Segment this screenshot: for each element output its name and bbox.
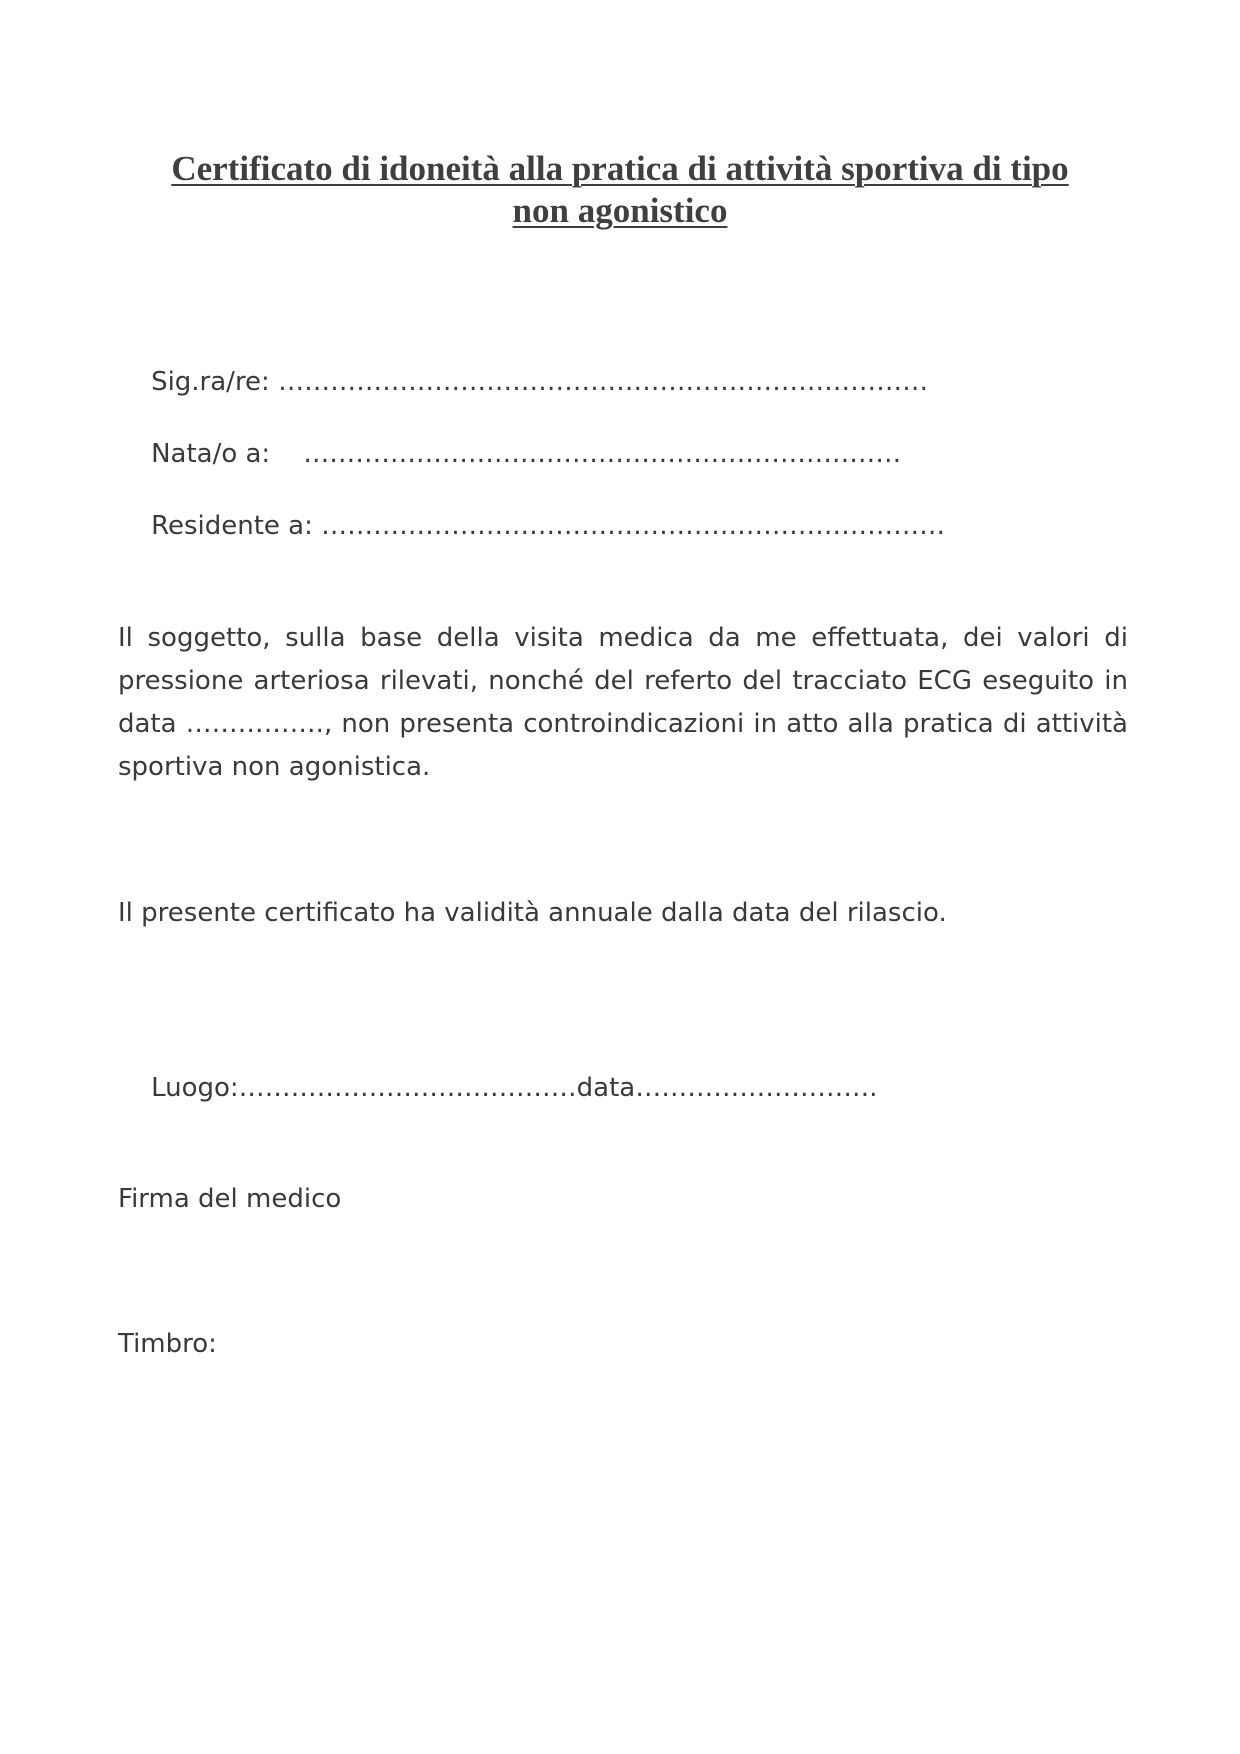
validity-statement: Il presente certificato ha validità annuale dalla data del rilascio.: [118, 898, 947, 928]
place-date-line: [118, 1037, 878, 1139]
field-name-blank: …………………………………………………………………: [269, 367, 929, 397]
field-residence-label: Residente a:: [151, 511, 313, 541]
place-label: Luogo:: [151, 1073, 239, 1103]
place-blank: …………………………………: [238, 1073, 577, 1103]
field-residence-blank: ………………………………………………………………: [312, 511, 946, 541]
title-line-1: Certificato di idoneità alla pratica di attività sportiva di tipo: [171, 149, 1069, 188]
field-birthplace-blank: ……………………………………………………………: [270, 439, 902, 469]
field-birthplace-label: Nata/o a:: [151, 439, 271, 469]
document-title: [120, 148, 1120, 232]
doctor-signature-label: Firma del medico: [118, 1184, 342, 1214]
date-label: data: [576, 1073, 636, 1103]
field-residence: [118, 475, 945, 577]
field-name-label: Sig.ra/re:: [151, 367, 270, 397]
certification-paragraph: Il soggetto, sulla base della visita medica da me effettuata, dei valori di pressione arteriosa rilevati, nonché del referto del tracciato ECG eseguito in data ……………., non presenta controindicazioni in atto alla pratica di attività sportiva non agonistica.: [118, 623, 1128, 782]
title-line-2: non agonistico: [512, 191, 728, 230]
stamp-label: Timbro:: [118, 1329, 217, 1359]
date-blank: ……………………….: [635, 1073, 878, 1103]
